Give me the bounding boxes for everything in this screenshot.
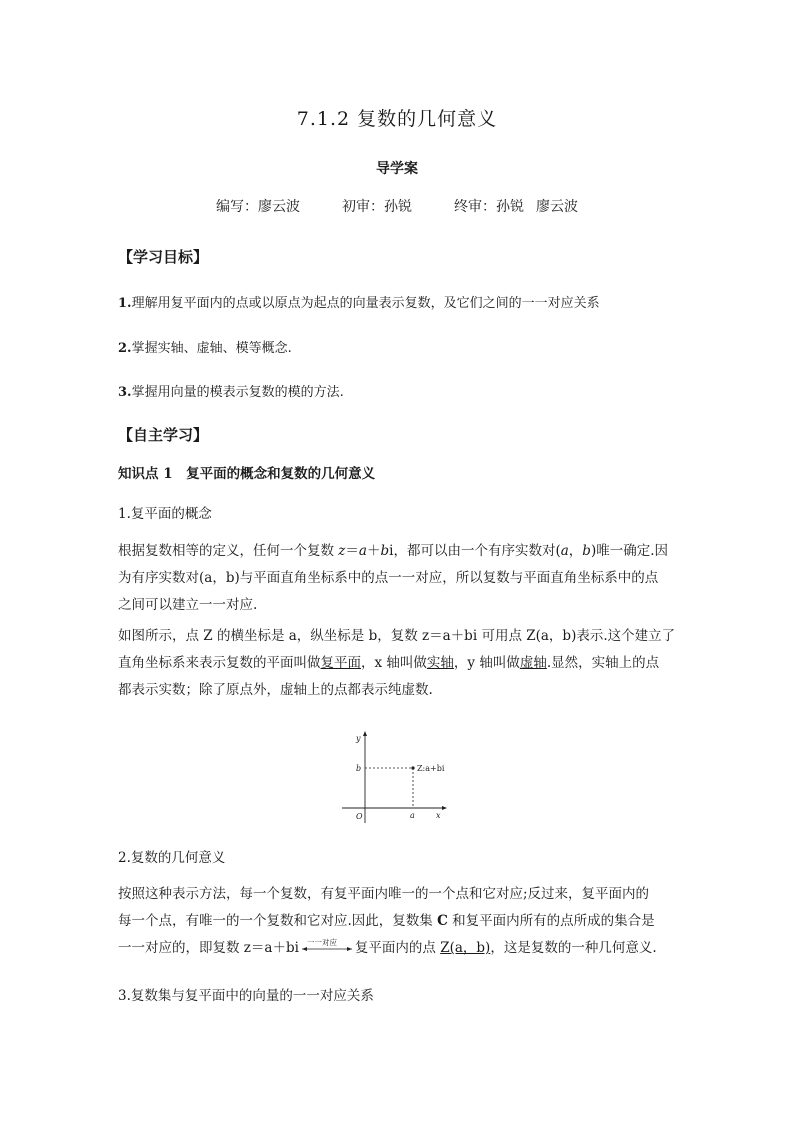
paragraph-line: 为有序实数对(a，b)与平面直角坐标系中的点一一对应，所以复数与平面直角坐标系中的点	[118, 570, 659, 586]
paragraph-line: 如图所示，点 Z 的横坐标是 a，纵坐标是 b，复数 z＝a＋bi 可用点 Z(a，b)表示.这个建立了	[118, 628, 676, 644]
objective-num: 2.	[118, 341, 132, 356]
text-run: 根据复数相等的定义，任何一个复数	[118, 543, 339, 559]
bijection-arrow	[299, 937, 355, 956]
text-run: 一一对应的，即复数 z＝a＋bi	[118, 940, 299, 956]
credits-line	[0, 196, 794, 216]
text-run: ，这是复数的一种几何意义.	[490, 940, 657, 956]
complex-plane-diagram	[338, 728, 458, 828]
objective-text: 掌握用向量的模表示复数的模的方法.	[131, 385, 344, 400]
final-review-credit: 终审：孙锐	[454, 199, 524, 215]
paragraph-line	[118, 908, 678, 935]
arrow-text: 一一对应	[306, 937, 337, 947]
text-run: i，都可以由一个有序实数对(	[389, 543, 561, 559]
page-title: 7.1.2 复数的几何意义	[296, 108, 498, 130]
var-a: a	[560, 543, 569, 559]
text-run: 直角坐标系来表示复数的平面叫做	[118, 655, 321, 671]
objectives-heading: 【学习目标】	[118, 248, 209, 266]
objective-item-1	[118, 292, 678, 311]
x-axis-arrow	[442, 806, 447, 810]
subsection-1: 1.复平面的概念	[118, 506, 212, 522]
var-z: z	[338, 543, 346, 559]
text-run: ＋	[366, 543, 381, 559]
term-imaginary-axis: 虚轴	[519, 655, 547, 671]
text-run: ，y 轴叫做	[453, 655, 520, 671]
a-label: a	[410, 811, 415, 820]
set-c: C	[437, 913, 448, 929]
writer-credit: 编写：廖云波	[216, 199, 300, 215]
var-a: a	[358, 543, 367, 559]
paragraph-1	[118, 538, 678, 619]
subsection-3: 3.复数集与复平面中的向量的一一对应关系	[118, 988, 374, 1004]
y-label: y	[356, 734, 361, 743]
point-z	[411, 766, 414, 769]
objective-item-2	[118, 337, 678, 356]
paragraph-line	[118, 935, 678, 962]
self-study-heading: 【自主学习】	[118, 426, 209, 444]
var-b: b	[582, 543, 591, 559]
point-z-term: Z(a，b)	[440, 940, 491, 956]
knowledge-point-1: 知识点 1 复平面的概念和复数的几何意义	[118, 466, 376, 482]
y-axis-arrow	[363, 731, 367, 736]
b-label: b	[356, 764, 362, 773]
text-run: 每一个点，有唯一的一个复数和它对应.因此，复数集	[118, 913, 438, 929]
term-real-axis: 实轴	[426, 655, 454, 671]
final-review-extra: 廖云波	[536, 199, 578, 215]
paragraph-2	[118, 623, 678, 704]
term-complex-plane: 复平面	[320, 655, 361, 671]
text-run: 复平面内的点	[354, 940, 441, 956]
paragraph-3	[118, 881, 678, 962]
objective-num: 1.	[118, 296, 132, 311]
text-run: ，	[568, 543, 583, 559]
page-subtitle: 导学案	[376, 161, 418, 177]
objective-item-3	[118, 381, 678, 400]
paragraph-line	[118, 650, 678, 677]
point-label: Z:a+bi	[417, 764, 445, 773]
var-b: b	[380, 543, 390, 559]
paragraph-line	[118, 538, 678, 565]
subsection-2: 2.复数的几何意义	[118, 850, 226, 866]
first-review-credit: 初审：孙锐	[342, 199, 412, 215]
text-run: .显然，实轴上的点	[546, 655, 660, 671]
text-run: ＝	[345, 543, 359, 559]
objective-num: 3.	[118, 385, 132, 400]
text-run: ，x 轴叫做	[361, 655, 427, 671]
paragraph-line: 都表示实数；除了原点外，虚轴上的点都表示纯虚数.	[118, 682, 433, 698]
paragraph-line: 按照这种表示方法，每一个复数，有复平面内唯一的一个点和它对应;反过来，复平面内的	[118, 886, 650, 902]
origin-label: O	[356, 812, 363, 821]
paragraph-line: 之间可以建立一一对应.	[118, 597, 258, 613]
text-run: 和复平面内所有的点所成的集合是	[447, 913, 655, 929]
text-run: )唯一确定.因	[590, 543, 669, 559]
objective-text: 理解用复平面内的点或以原点为起点的向量表示复数，及它们之间的一一对应关系	[131, 296, 600, 311]
x-label: x	[436, 811, 441, 820]
objective-text: 掌握实轴、虚轴、模等概念.	[131, 341, 292, 356]
